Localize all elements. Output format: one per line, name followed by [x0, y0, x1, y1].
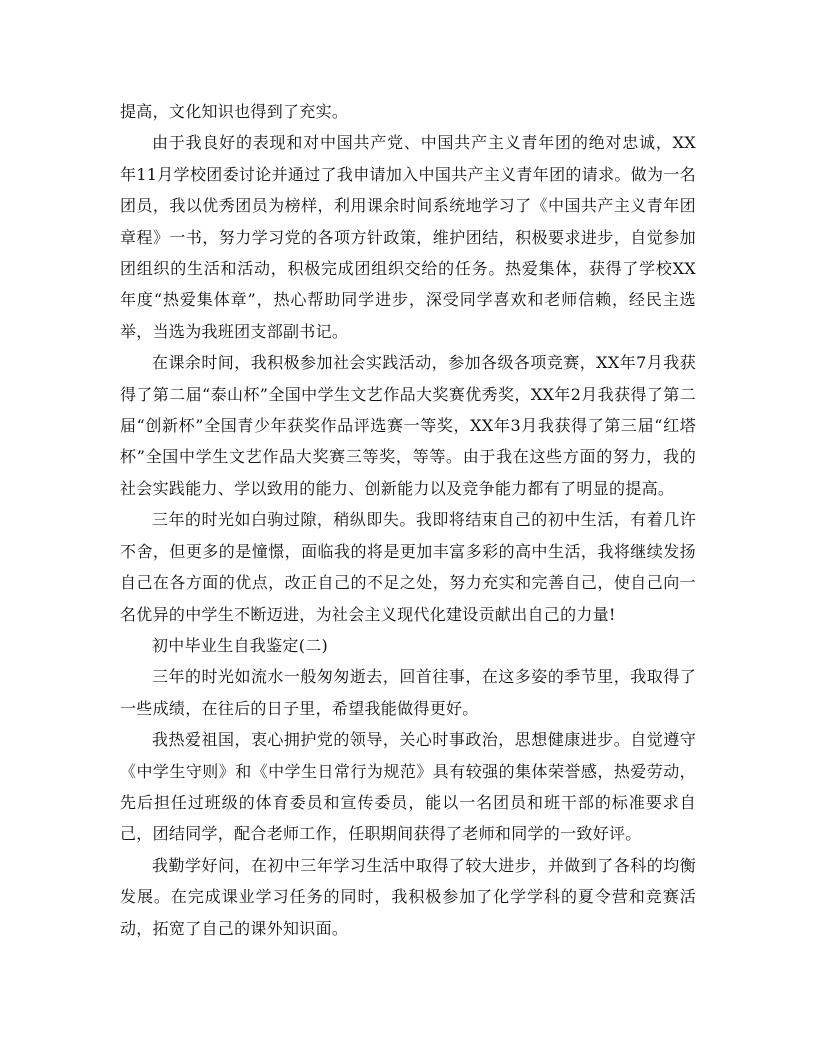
paragraph-intro: 三年的时光如流水一般匆匆逝去，回首往事，在这多姿的季节里，我取得了一些成绩，在往后的日子里，希望我能做得更好。	[120, 667, 696, 718]
paragraph-study: 我勤学好问，在初中三年学习生活中取得了较大进步，并做到了各科的均衡发展。在完成课业学习任务的同时，我积极参加了化学学科的夏令营和竞赛活动，拓宽了自己的课外知识面。	[120, 855, 696, 938]
paragraph-social-practice: 在课余时间，我积极参加社会实践活动，参加各级各项竞赛，XX年7月我获得了第二届“泰山杯”全国中学生文艺作品大奖赛优秀奖，XX年2月我获得了第二届“创新杯”全国青少年获奖作品评选赛一等奖，XX年3月我获得了第三届“红塔杯”全国中学生文艺作品大奖赛三等奖，等等。由于我在这些方面的努力，我的社会实践能力、学以致用的能力、创新能力以及竞争能力都有了明显的提高。	[120, 353, 696, 498]
paragraph-league-membership: 由于我良好的表现和对中国共产党、中国共产主义青年团的绝对忠诚，XX年11月学校团委讨论并通过了我申请加入中国共产主义青年团的请求。做为一名团员，我以优秀团员为榜样，利用课余时间系统地学习了《中国共产主义青年团章程》一书，努力学习党的各项方针政策，维护团结，积极要求进步，自觉参加团组织的生活和活动，积极完成团组织交给的任务。热爱集体，获得了学校XX年度“热爱集体章”，热心帮助同学进步，深受同学喜欢和老师信赖，经民主选举，当选为我班团支部副书记。	[120, 133, 696, 341]
paragraph-ideology: 我热爱祖国，衷心拥护党的领导，关心时事政治，思想健康进步。自觉遵守《中学生守则》和《中学生日常行为规范》具有较强的集体荣誉感，热爱劳动，先后担任过班级的体育委员和宣传委员，能以一名团员和班干部的标准要求自己，团结同学，配合老师工作，任职期间获得了老师和同学的一致好评。	[120, 730, 696, 844]
document-body	[120, 96, 696, 944]
paragraph-continuation: 提高，文化知识也得到了充实。	[120, 102, 349, 121]
paragraph-conclusion: 三年的时光如白驹过隙，稍纵即失。我即将结束自己的初中生活，有着几许不舍，但更多的是憧憬，面临我的将是更加丰富多彩的高中生活，我将继续发扬自己在各方面的优点，改正自己的不足之处，努力充实和完善自己，使自己向一名优异的中学生不断迈进，为社会主义现代化建设贡献出自己的力量!	[120, 510, 696, 624]
section-heading: 初中毕业生自我鉴定(二)	[152, 635, 329, 655]
